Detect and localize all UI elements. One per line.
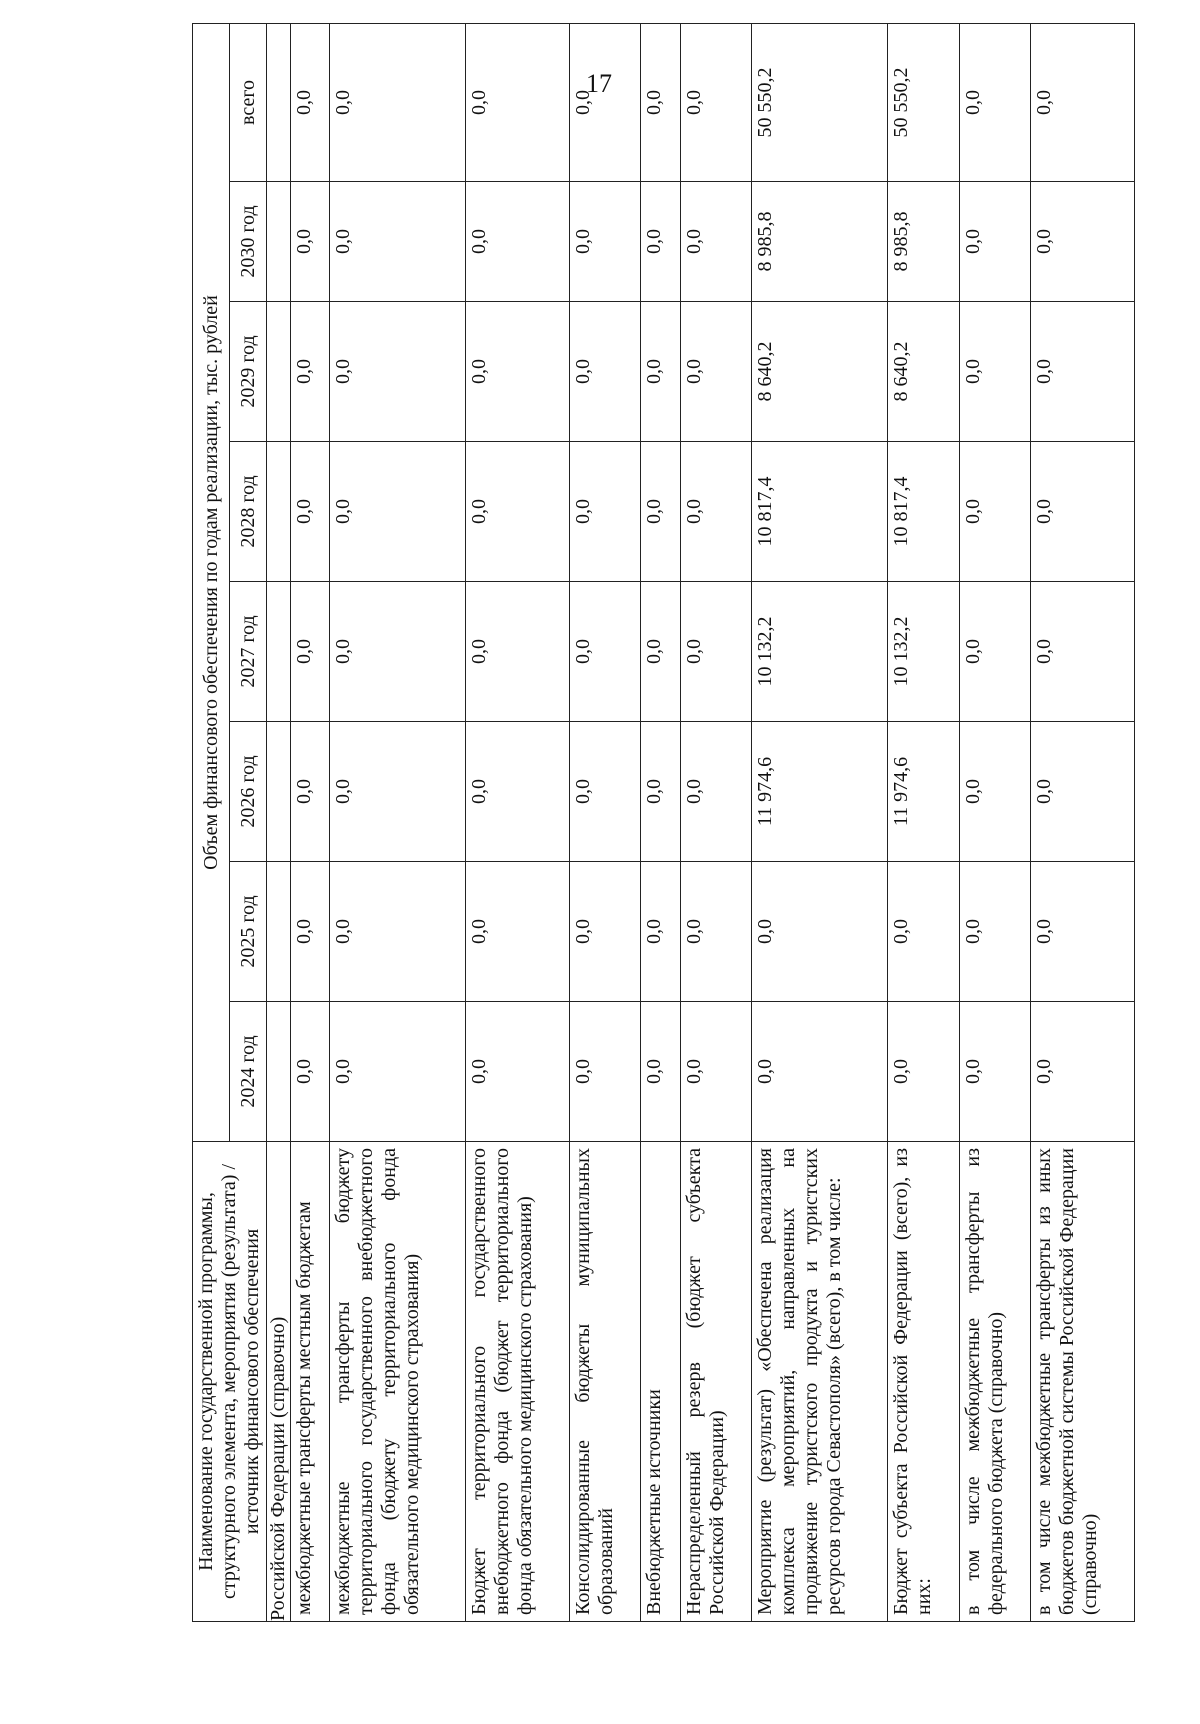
row-value: 0,0 xyxy=(466,582,570,722)
row-value: 10 817,4 xyxy=(752,442,888,582)
row-value: 0,0 xyxy=(888,1002,960,1142)
row-value: 0,0 xyxy=(466,1002,570,1142)
row-value: 0,0 xyxy=(641,722,680,862)
row-name: Мероприятие (результат) «Обеспечена реализация комплекса мероприятий, направленных на продвижение туристского продукта и туристских ресурсов города Севастополя» (всего), в том числе: xyxy=(752,1142,888,1622)
row-value: 0,0 xyxy=(1031,442,1135,582)
row-value: 0,0 xyxy=(1031,302,1135,442)
row-value: 0,0 xyxy=(641,582,680,722)
row-value: 0,0 xyxy=(1031,582,1135,722)
row-value xyxy=(267,182,291,302)
row-name: Нераспределенный резерв (бюджет субъекта Российской Федерации) xyxy=(680,1142,752,1622)
row-value xyxy=(267,722,291,862)
row-value: 0,0 xyxy=(680,302,752,442)
row-value: 0,0 xyxy=(330,23,466,181)
row-value: 0,0 xyxy=(330,442,466,582)
row-value: 8 640,2 xyxy=(752,302,888,442)
table-row xyxy=(1031,23,1135,1621)
row-value: 0,0 xyxy=(330,182,466,302)
row-value: 0,0 xyxy=(1031,23,1135,181)
row-name: межбюджетные трансферты местным бюджетам xyxy=(291,1142,330,1622)
row-value: 0,0 xyxy=(330,582,466,722)
table-row xyxy=(680,23,752,1621)
row-value: 0,0 xyxy=(752,1002,888,1142)
row-value: 0,0 xyxy=(1031,1002,1135,1142)
row-value xyxy=(267,302,291,442)
row-value: 0,0 xyxy=(569,1002,641,1142)
page-number: 17 xyxy=(586,69,612,98)
row-value: 0,0 xyxy=(680,722,752,862)
row-value: 0,0 xyxy=(680,862,752,1002)
row-value xyxy=(267,1002,291,1142)
row-value: 0,0 xyxy=(291,582,330,722)
row-value: 0,0 xyxy=(291,1002,330,1142)
row-value: 0,0 xyxy=(291,182,330,302)
year-header: 2025 год xyxy=(230,862,267,1002)
year-header: 2027 год xyxy=(230,582,267,722)
row-value: 0,0 xyxy=(959,722,1031,862)
row-value: 8 640,2 xyxy=(888,302,960,442)
row-value: 0,0 xyxy=(1031,182,1135,302)
financing-table xyxy=(192,23,1135,1622)
row-value: 0,0 xyxy=(466,862,570,1002)
row-value: 0,0 xyxy=(291,302,330,442)
row-value: 10 132,2 xyxy=(888,582,960,722)
row-value: 10 817,4 xyxy=(888,442,960,582)
table-body xyxy=(267,23,1135,1621)
row-value: 0,0 xyxy=(959,302,1031,442)
row-value: 0,0 xyxy=(1031,722,1135,862)
row-value: 0,0 xyxy=(680,582,752,722)
row-value: 0,0 xyxy=(959,582,1031,722)
row-value: 0,0 xyxy=(466,182,570,302)
row-value: 50 550,2 xyxy=(752,23,888,181)
row-value: 0,0 xyxy=(291,862,330,1002)
row-value: 0,0 xyxy=(752,862,888,1002)
row-value: 0,0 xyxy=(641,182,680,302)
row-value: 0,0 xyxy=(959,1002,1031,1142)
year-header: 2024 год xyxy=(230,1002,267,1142)
row-value: 50 550,2 xyxy=(888,23,960,181)
table-row xyxy=(466,23,570,1621)
row-value: 0,0 xyxy=(466,722,570,862)
row-value: 0,0 xyxy=(680,442,752,582)
table-row xyxy=(641,23,680,1621)
row-value: 10 132,2 xyxy=(752,582,888,722)
row-value: 0,0 xyxy=(569,23,641,181)
row-value: 0,0 xyxy=(641,23,680,181)
table-row xyxy=(888,23,960,1621)
row-value: 0,0 xyxy=(330,722,466,862)
row-name: межбюджетные трансферты бюджету территориального государственного внебюджетного фонда (бюджету территориального фонда обязательного медицинского страхования) xyxy=(330,1142,466,1622)
row-name: Консолидированные бюджеты муниципальных образований xyxy=(569,1142,641,1622)
row-value: 0,0 xyxy=(330,302,466,442)
table-row xyxy=(267,23,291,1621)
row-value: 0,0 xyxy=(959,442,1031,582)
table-row xyxy=(569,23,641,1621)
row-value xyxy=(267,442,291,582)
row-value: 8 985,8 xyxy=(888,182,960,302)
year-header: всего xyxy=(230,23,267,181)
row-value: 0,0 xyxy=(569,302,641,442)
row-value: 0,0 xyxy=(291,23,330,181)
year-header: 2028 год xyxy=(230,442,267,582)
row-value: 0,0 xyxy=(959,862,1031,1002)
row-value: 0,0 xyxy=(330,1002,466,1142)
row-value xyxy=(267,582,291,722)
row-value: 11 974,6 xyxy=(888,722,960,862)
row-value: 11 974,6 xyxy=(752,722,888,862)
row-name: в том числе межбюджетные трансферты из иных бюджетов бюджетной системы Российской Федерации (справочно) xyxy=(1031,1142,1135,1622)
row-value: 0,0 xyxy=(959,23,1031,181)
row-value: 0,0 xyxy=(641,302,680,442)
row-value: 0,0 xyxy=(291,442,330,582)
row-value: 0,0 xyxy=(680,23,752,181)
row-name: Российской Федерации (справочно) xyxy=(267,1142,291,1622)
row-value: 0,0 xyxy=(680,182,752,302)
row-value: 0,0 xyxy=(569,722,641,862)
row-value: 0,0 xyxy=(466,442,570,582)
rotated-table-container xyxy=(192,67,1117,1622)
row-name: Внебюджетные источники xyxy=(641,1142,680,1622)
row-value: 0,0 xyxy=(466,23,570,181)
year-header: 2030 год xyxy=(230,182,267,302)
row-value: 0,0 xyxy=(1031,862,1135,1002)
row-value: 0,0 xyxy=(330,862,466,1002)
row-value: 0,0 xyxy=(641,442,680,582)
row-name: в том числе межбюджетные трансферты из федерального бюджета (справочно) xyxy=(959,1142,1031,1622)
year-header: 2026 год xyxy=(230,722,267,862)
row-name: Бюджет субъекта Российской Федерации (всего), из них: xyxy=(888,1142,960,1622)
table-row xyxy=(959,23,1031,1621)
row-value: 0,0 xyxy=(569,442,641,582)
row-value: 0,0 xyxy=(569,582,641,722)
row-value: 0,0 xyxy=(569,862,641,1002)
row-value: 8 985,8 xyxy=(752,182,888,302)
row-value xyxy=(267,23,291,181)
header-group: Объем финансового обеспечения по годам реализации, тыс. рублей xyxy=(193,23,230,1141)
row-value: 0,0 xyxy=(641,1002,680,1142)
header-name: Наименование государственной программы, структурного элемента, мероприятия (результата) / источник финансового обеспечения xyxy=(193,1142,267,1622)
row-name: Бюджет территориального государственного внебюджетного фонда (бюджет территориального фонда обязательного медицинского страхования) xyxy=(466,1142,570,1622)
row-value: 0,0 xyxy=(641,862,680,1002)
row-value xyxy=(267,862,291,1002)
row-value: 0,0 xyxy=(888,862,960,1002)
table-row xyxy=(752,23,888,1621)
row-value: 0,0 xyxy=(680,1002,752,1142)
row-value: 0,0 xyxy=(569,182,641,302)
row-value: 0,0 xyxy=(466,302,570,442)
row-value: 0,0 xyxy=(291,722,330,862)
year-header: 2029 год xyxy=(230,302,267,442)
table-row xyxy=(330,23,466,1621)
table-row xyxy=(291,23,330,1621)
row-value: 0,0 xyxy=(959,182,1031,302)
